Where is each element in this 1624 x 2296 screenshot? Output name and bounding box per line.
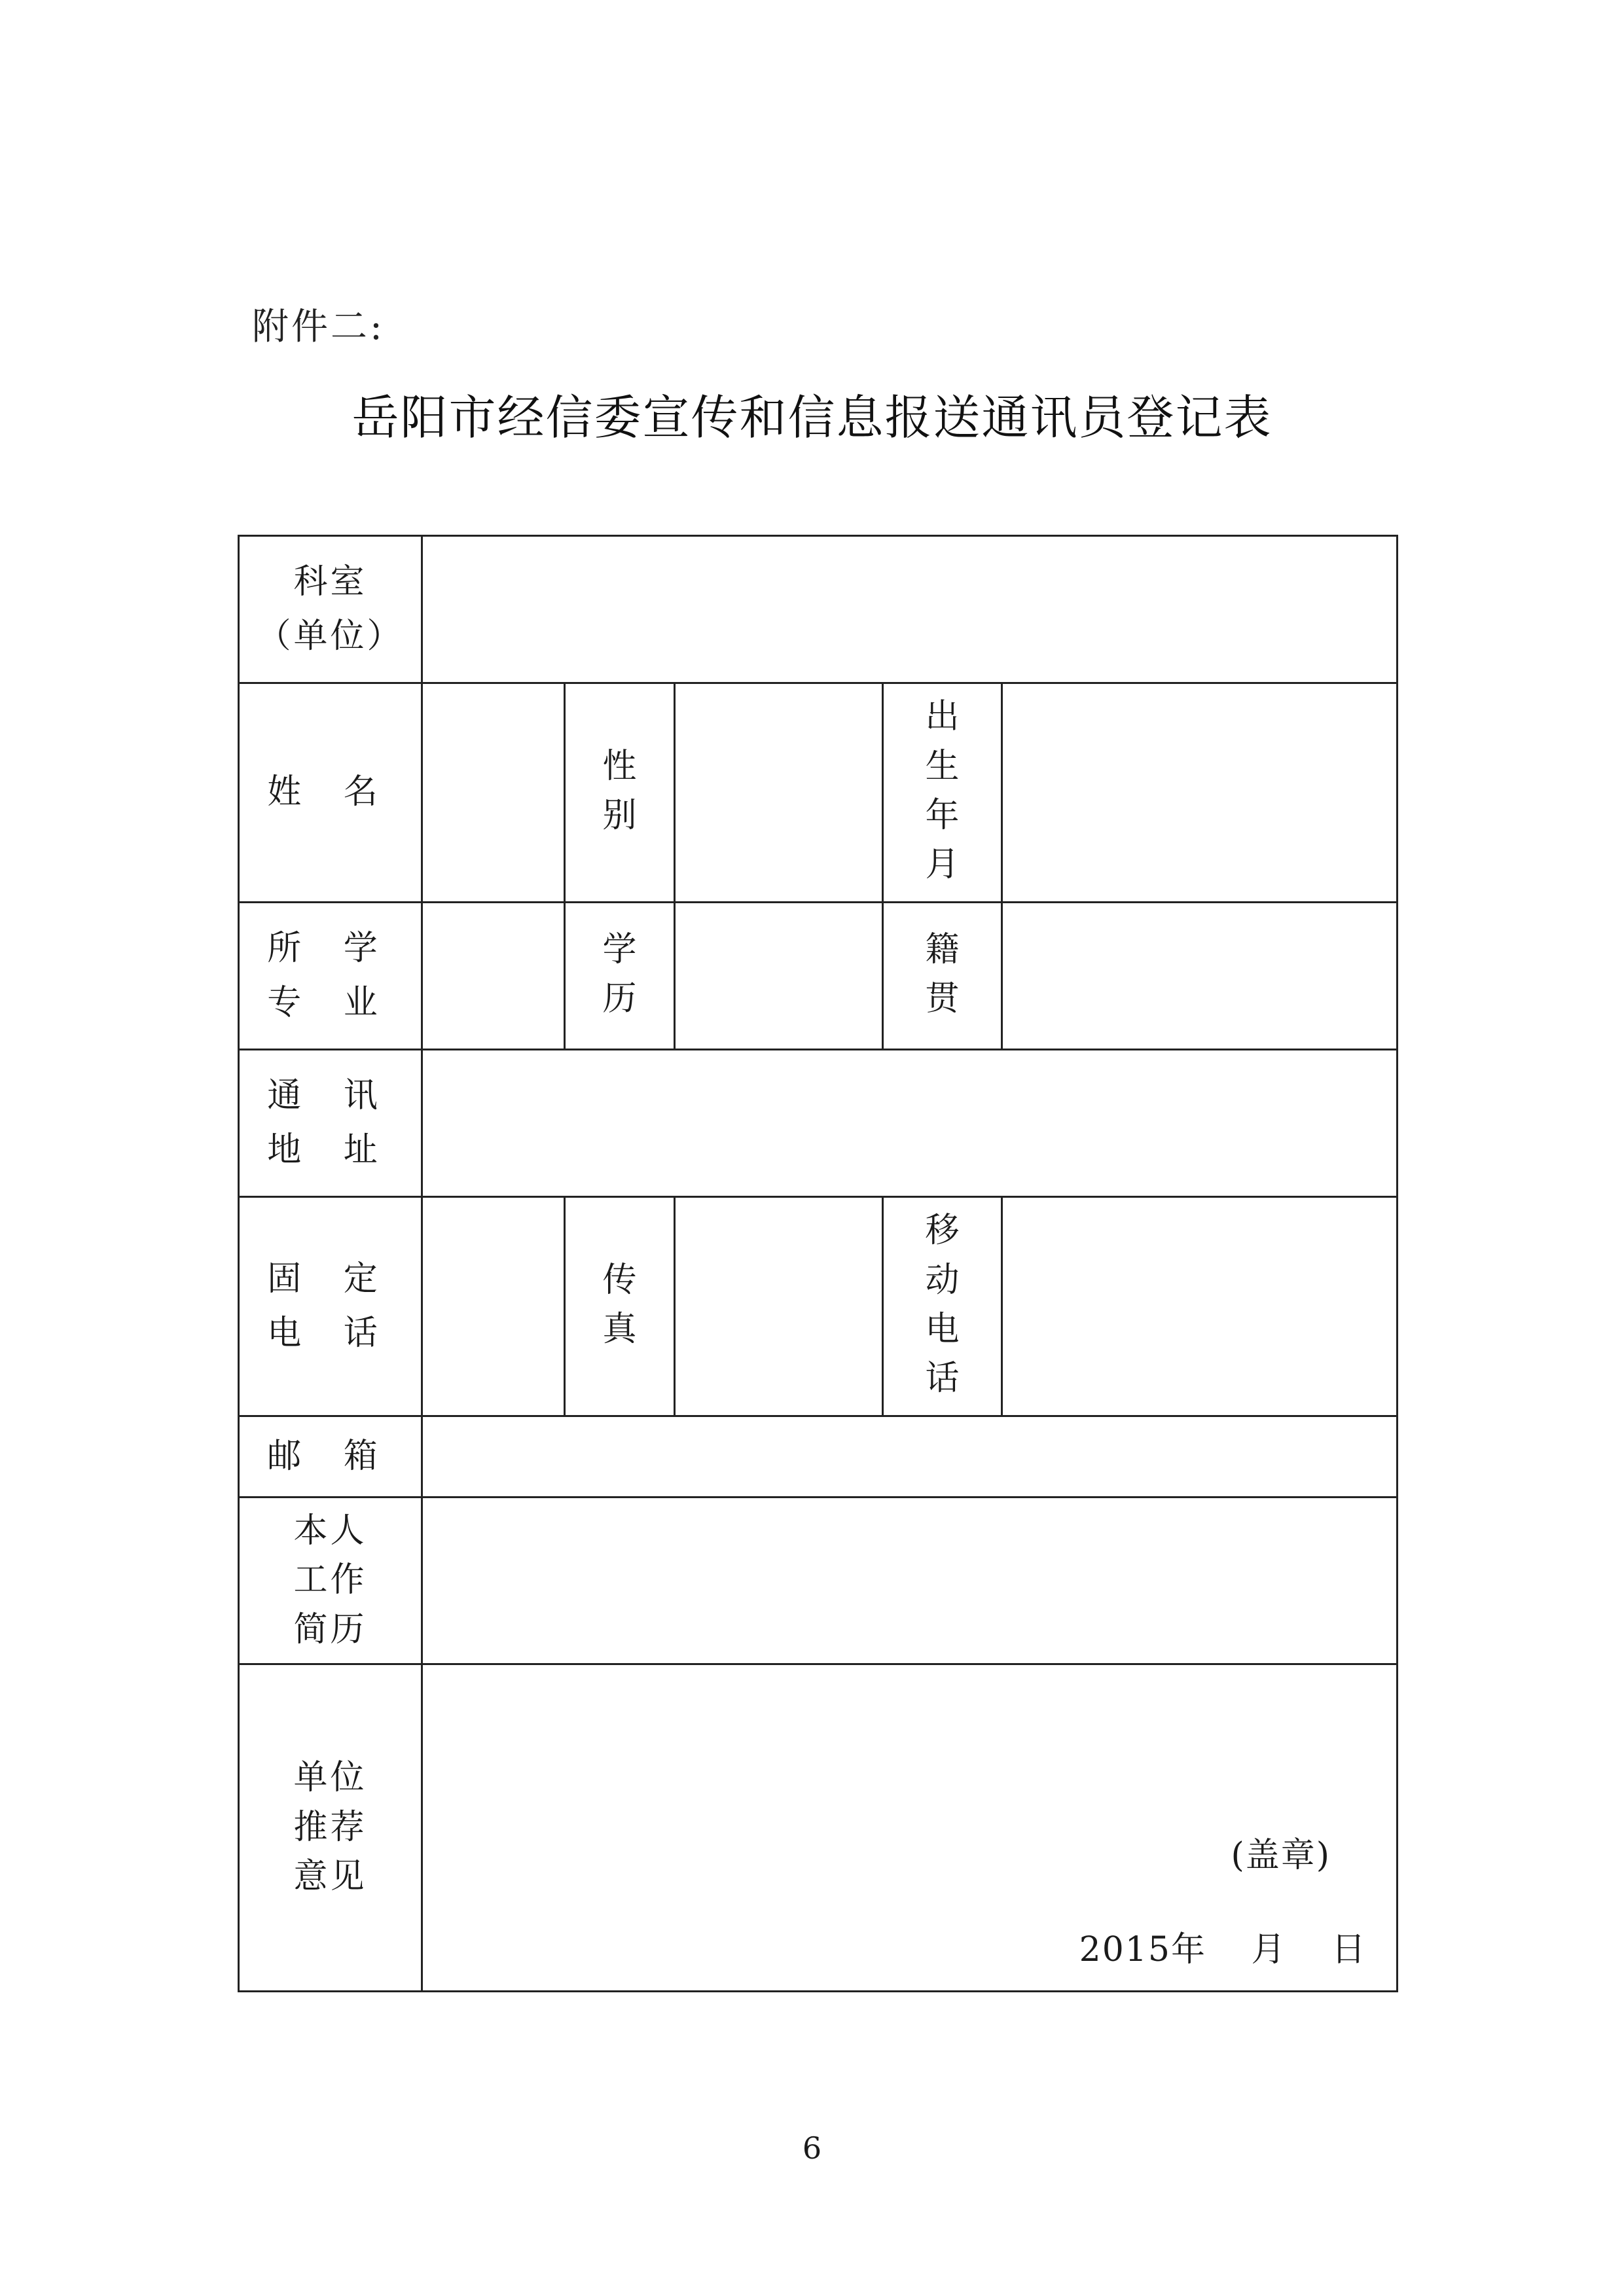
birth-field[interactable] (1002, 683, 1398, 903)
fax-label: 传真 (602, 1260, 637, 1350)
form-title: 岳阳市经信委宣传和信息报送通讯员登记表 (352, 390, 1272, 445)
mobile-label: 移动电话 (925, 1211, 960, 1399)
row-personal (239, 683, 1398, 903)
row-email (239, 1416, 1398, 1498)
mobile-field[interactable] (1002, 1197, 1398, 1416)
major-label: 所 学 专 业 (239, 903, 422, 1050)
name-field[interactable] (422, 683, 565, 903)
seal-text: (盖章) (1231, 1836, 1331, 1875)
education-label: 学历 (602, 929, 637, 1019)
resume-field[interactable] (422, 1498, 1398, 1664)
resume-label: 本人 工作 简历 (239, 1498, 422, 1664)
native-place-field[interactable] (1002, 903, 1398, 1050)
major-field[interactable] (422, 903, 565, 1050)
recommendation-field[interactable] (422, 1664, 1398, 1992)
native-place-label: 籍贯 (925, 929, 960, 1019)
registration-form-table (238, 535, 1398, 1992)
gender-field[interactable] (675, 683, 883, 903)
row-recommendation (239, 1664, 1398, 1992)
birth-label: 出生年月 (925, 697, 960, 885)
recommendation-label: 单位 推荐 意见 (239, 1664, 422, 1992)
name-label: 姓 名 (239, 683, 422, 903)
page-number: 6 (802, 2130, 822, 2166)
email-field[interactable] (422, 1416, 1398, 1498)
landline-label: 固 定 电 话 (239, 1197, 422, 1416)
landline-field[interactable] (422, 1197, 565, 1416)
address-label: 通 讯 地 址 (239, 1050, 422, 1197)
row-address (239, 1050, 1398, 1197)
date-text: 2015年 月 日 (1079, 1929, 1367, 1969)
email-label: 邮 箱 (239, 1416, 422, 1498)
row-phone (239, 1197, 1398, 1416)
row-department (239, 536, 1398, 683)
department-label: 科室 （单位） (239, 536, 422, 683)
row-education (239, 903, 1398, 1050)
fax-field[interactable] (675, 1197, 883, 1416)
gender-label: 性别 (602, 746, 637, 836)
row-resume (239, 1498, 1398, 1664)
address-field[interactable] (422, 1050, 1398, 1197)
department-field[interactable] (422, 536, 1398, 683)
education-field[interactable] (675, 903, 883, 1050)
attachment-label: 附件二: (252, 306, 385, 348)
